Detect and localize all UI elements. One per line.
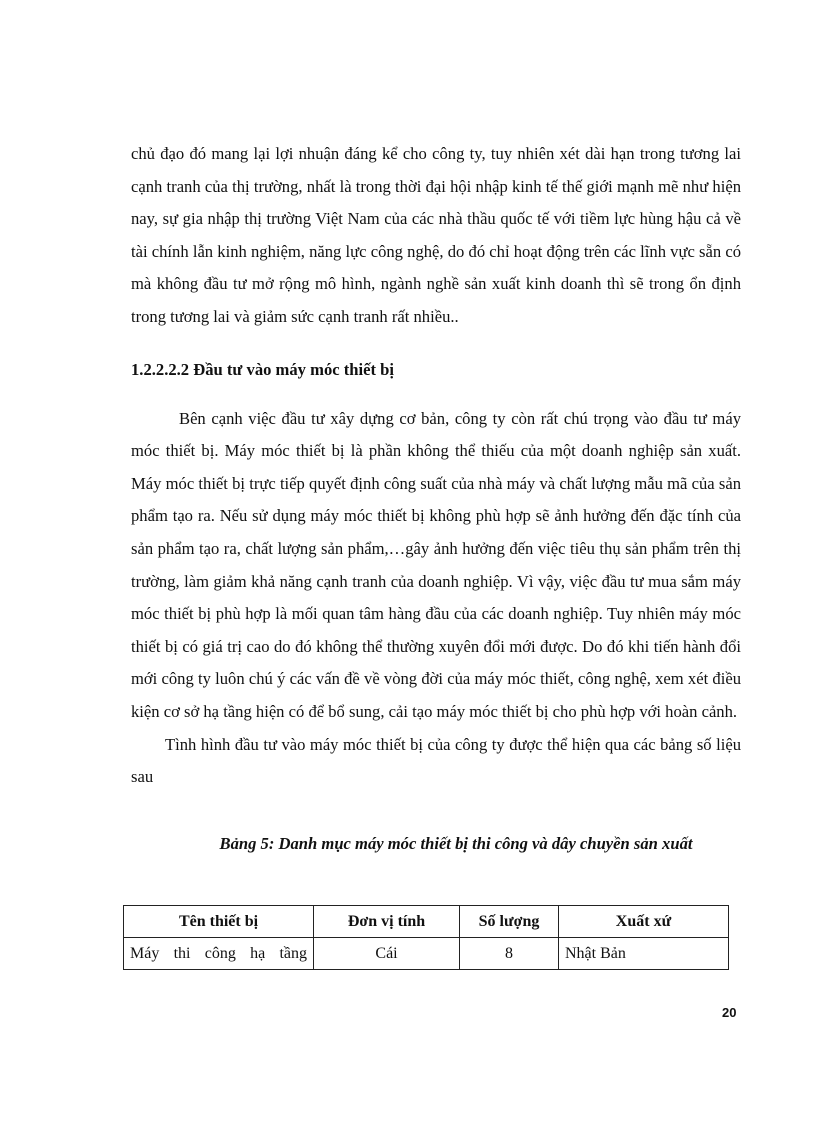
cell-equipment-name: Máy thi công hạ tầng <box>124 938 314 970</box>
page-number: 20 <box>722 1005 737 1020</box>
table-header-row <box>124 906 729 938</box>
cell-origin: Nhật Bản <box>559 938 729 970</box>
cell-unit: Cái <box>314 938 460 970</box>
header-origin: Xuất xứ <box>559 906 729 938</box>
header-unit: Đơn vị tính <box>314 906 460 938</box>
cell-quantity: 8 <box>460 938 559 970</box>
header-quantity: Số lượng <box>460 906 559 938</box>
equipment-table <box>123 905 729 970</box>
section-heading: 1.2.2.2.2 Đầu tư vào máy móc thiết bị <box>131 359 394 379</box>
paragraph-continuation: chủ đạo đó mang lại lợi nhuận đáng kể cho công ty, tuy nhiên xét dài hạn trong tương lai cạnh tranh của thị trường, nhất là trong thời đại hội nhập kinh tế thế giới mạnh mẽ như hiện nay, sự gia nhập thị trường Việt Nam của các nhà thầu quốc tế với tiềm lực hùng hậu cả về tài chính lẫn kinh nghiệm, năng lực công nghệ, do đó chỉ hoạt động trên các lĩnh vực sẵn có mà không đầu tư mở rộng mô hình, ngành nghề sản xuất kinh doanh thì sẽ trong ổn định trong tương lai và giảm sức cạnh tranh rất nhiều.. <box>131 144 741 326</box>
page-body <box>131 138 741 860</box>
paragraph-equipment-investment: Bên cạnh việc đầu tư xây dựng cơ bản, công ty còn rất chú trọng vào đầu tư máy móc thiết bị. Máy móc thiết bị là phần không thể thiếu của một doanh nghiệp sản xuất. Máy móc thiết bị trực tiếp quyết định công suất của nhà máy và chất lượng mẫu mã của sản phẩm tạo ra. Nếu sử dụng máy móc thiết bị không phù hợp sẽ ảnh hưởng đến đặc tính của sản phẩm tạo ra, chất lượng sản phẩm,…gây ảnh hưởng đến việc tiêu thụ sản phẩm trên thị trường, làm giảm khả năng cạnh tranh của doanh nghiệp. Vì vậy, việc đầu tư mua sắm máy móc thiết bị phù hợp là mối quan tâm hàng đầu của các doanh nghiệp. Tuy nhiên máy móc thiết bị có giá trị cao do đó không thể thường xuyên đổi mới được. Do đó khi tiến hành đổi mới công ty luôn chú ý các vấn đề về vòng đời của máy móc thiết, công nghệ, xem xét điều kiện cơ sở hạ tầng hiện có để bổ sung, cải tạo máy móc thiết bị cho phù hợp với hoàn cảnh. <box>131 408 741 721</box>
table-row <box>124 938 729 970</box>
header-equipment-name: Tên thiết bị <box>124 906 314 938</box>
paragraph-table-intro: Tình hình đầu tư vào máy móc thiết bị của công ty được thể hiện qua các bảng số liệu sau <box>131 734 741 787</box>
table-caption: Bảng 5: Danh mục máy móc thiết bị thi công và dây chuyền sản xuất <box>219 833 693 853</box>
